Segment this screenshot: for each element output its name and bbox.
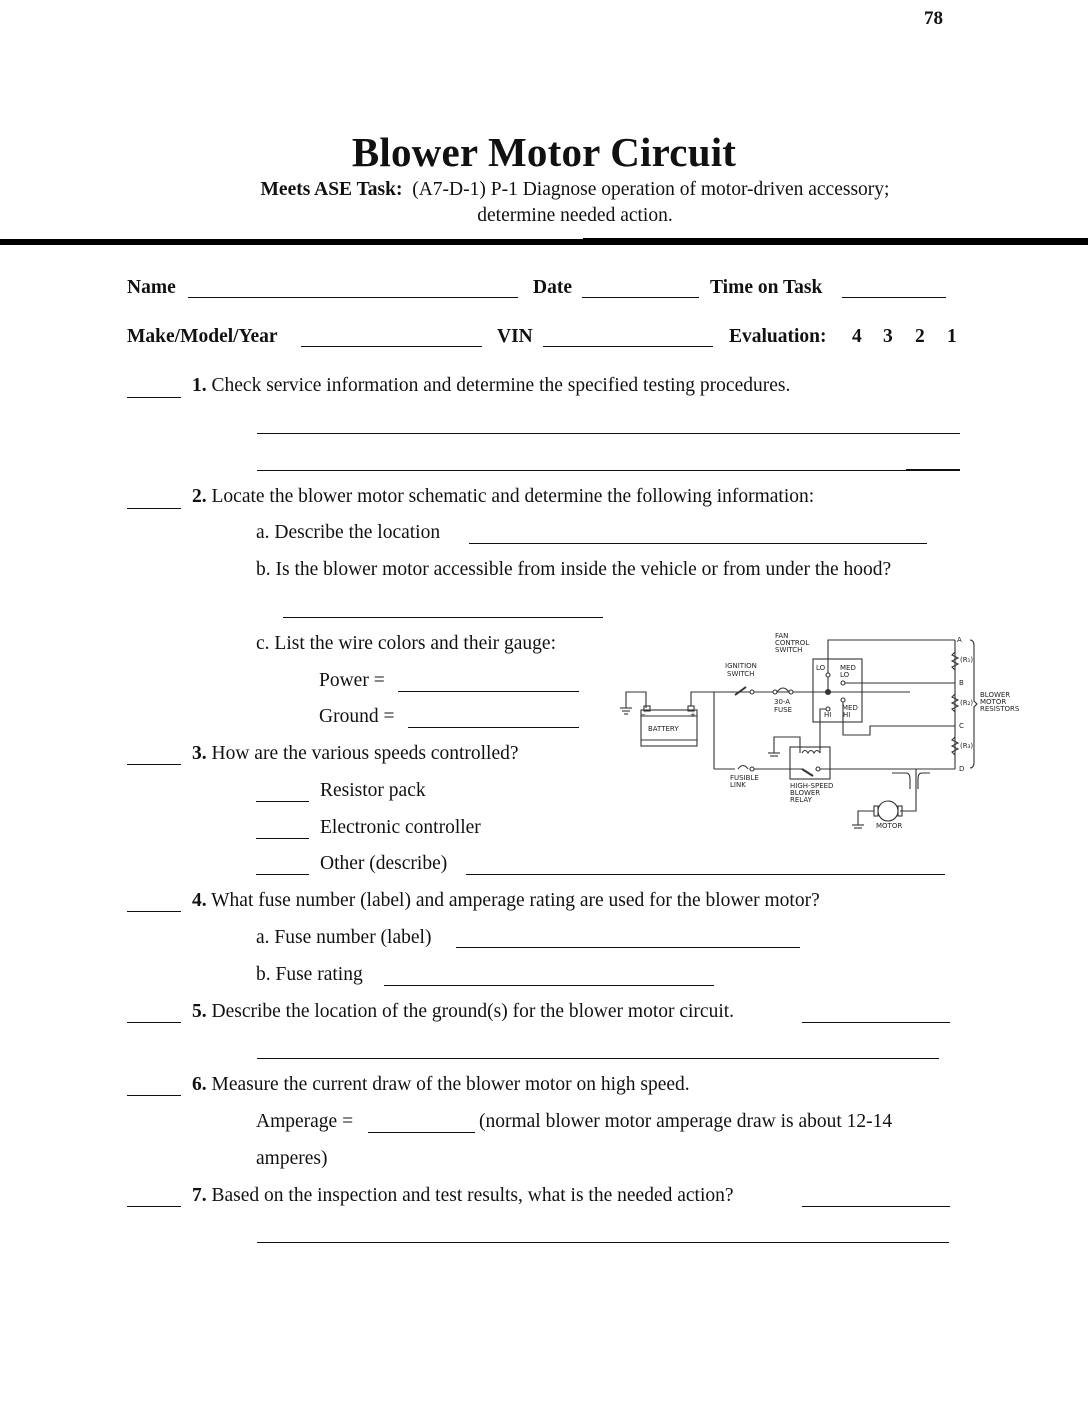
fuse-number-field[interactable] — [456, 947, 800, 948]
q4a — [256, 927, 431, 949]
q2a-text: Describe the location — [274, 522, 441, 543]
q2b — [256, 559, 891, 581]
svg-text:HI: HI — [824, 711, 832, 719]
q1-answer-line-1[interactable] — [257, 433, 960, 434]
question-6 — [192, 1074, 690, 1096]
svg-text:LO: LO — [840, 671, 850, 679]
svg-text:C: C — [959, 722, 964, 730]
svg-text:FUSIBLE: FUSIBLE — [730, 774, 759, 782]
question-7 — [192, 1185, 734, 1207]
q2c-label: c. — [256, 633, 270, 654]
option-electronic-controller: Electronic controller — [320, 817, 481, 838]
other-blank[interactable] — [256, 874, 309, 875]
svg-text:30-A: 30-A — [774, 698, 791, 706]
svg-text:BLOWER: BLOWER — [980, 691, 1011, 699]
q5-checkoff-blank[interactable] — [127, 1022, 181, 1023]
q4a-label: a. — [256, 927, 270, 948]
time-on-task-field[interactable] — [842, 297, 946, 298]
q2c — [256, 633, 556, 655]
q2-checkoff-blank[interactable] — [127, 508, 181, 509]
svg-text:A: A — [957, 636, 962, 644]
q7-text: Based on the inspection and test results, what is the needed action? — [211, 1185, 734, 1206]
q5-text: Describe the location of the ground(s) for the blower motor circuit. — [211, 1001, 735, 1022]
make-model-year-field[interactable] — [301, 346, 482, 347]
name-label: Name — [127, 277, 176, 298]
amperage-label: Amperage = — [256, 1111, 354, 1132]
svg-text:BLOWER: BLOWER — [790, 789, 821, 797]
q1-checkoff-blank[interactable] — [127, 397, 181, 398]
svg-text:B: B — [959, 679, 964, 687]
battery-label: BATTERY — [648, 725, 679, 733]
date-field[interactable] — [582, 297, 699, 298]
svg-text:−: − — [640, 711, 646, 719]
svg-text:RELAY: RELAY — [790, 796, 812, 804]
evaluation-label: Evaluation: — [729, 326, 827, 347]
q4a-text: Fuse number (label) — [274, 927, 432, 948]
page-number: 78 — [924, 8, 943, 29]
svg-text:HIGH-SPEED: HIGH-SPEED — [790, 782, 834, 790]
q1-text: Check service information and determine the specified testing procedures. — [211, 375, 791, 396]
svg-text:D: D — [959, 765, 965, 773]
q2c-text: List the wire colors and their gauge: — [274, 633, 556, 654]
option-resistor-pack: Resistor pack — [320, 780, 426, 801]
power-field[interactable] — [398, 691, 579, 692]
amperage-note-cont: amperes) — [256, 1148, 328, 1169]
header-divider-right — [583, 238, 1088, 245]
svg-text:MOTOR: MOTOR — [980, 698, 1007, 706]
q2b-text: Is the blower motor accessible from inside the vehicle or from under the hood? — [275, 559, 892, 580]
ground-field[interactable] — [408, 727, 579, 728]
option-other: Other (describe) — [320, 853, 448, 874]
q2-text: Locate the blower motor schematic and determine the following information: — [211, 486, 815, 507]
q5-answer-line-1[interactable] — [802, 1022, 950, 1023]
evaluation-option-1[interactable]: 1 — [947, 326, 957, 347]
ground-label: Ground = — [319, 706, 395, 727]
q6-text: Measure the current draw of the blower motor on high speed. — [211, 1074, 690, 1095]
svg-text:FUSE: FUSE — [774, 706, 793, 714]
date-label: Date — [533, 277, 572, 298]
q1-end-mark — [906, 469, 960, 471]
q4b-label: b. — [256, 964, 271, 985]
q2a — [256, 522, 440, 544]
make-model-year-label: Make/Model/Year — [127, 326, 278, 347]
q2a-label: a. — [256, 522, 270, 543]
svg-text:HI: HI — [843, 711, 851, 719]
ase-task-subtitle — [0, 177, 1088, 229]
time-on-task-label: Time on Task — [710, 277, 823, 298]
q2a-answer-line[interactable] — [469, 543, 927, 544]
q2b-label: b. — [256, 559, 271, 580]
evaluation-option-2[interactable]: 2 — [915, 326, 925, 347]
svg-text:(R₃): (R₃) — [960, 742, 974, 750]
q3-text: How are the various speeds controlled? — [211, 743, 519, 764]
q7-checkoff-blank[interactable] — [127, 1206, 181, 1207]
fuse-rating-field[interactable] — [384, 985, 714, 986]
power-label: Power = — [319, 670, 385, 691]
q4-checkoff-blank[interactable] — [127, 911, 181, 912]
svg-text:FAN: FAN — [775, 632, 789, 640]
svg-text:CONTROL: CONTROL — [775, 639, 810, 647]
q1-answer-line-2[interactable] — [257, 470, 960, 471]
svg-text:(R₁): (R₁) — [960, 656, 974, 664]
q6-checkoff-blank[interactable] — [127, 1095, 181, 1096]
svg-text:(R₂): (R₂) — [960, 699, 974, 707]
svg-text:SWITCH: SWITCH — [727, 670, 755, 678]
svg-text:IGNITION: IGNITION — [725, 662, 757, 670]
evaluation-option-4[interactable]: 4 — [852, 326, 862, 347]
svg-text:MOTOR: MOTOR — [876, 822, 903, 830]
svg-text:LINK: LINK — [730, 781, 746, 789]
q4b-text: Fuse rating — [275, 964, 363, 985]
q4-text: What fuse number (label) and amperage rating are used for the blower motor? — [211, 890, 820, 911]
q7-answer-line-1[interactable] — [802, 1206, 950, 1207]
svg-text:LO: LO — [816, 664, 826, 672]
question-1 — [192, 375, 790, 397]
question-2 — [192, 486, 814, 508]
amperage-field[interactable] — [368, 1132, 475, 1133]
q6-number: 6. — [192, 1074, 207, 1095]
task-label: Meets ASE Task: — [260, 179, 403, 200]
q5-number: 5. — [192, 1001, 207, 1022]
question-4 — [192, 890, 820, 912]
question-3 — [192, 743, 519, 765]
resistor-pack-blank[interactable] — [256, 801, 309, 802]
q7-answer-line-2[interactable] — [257, 1242, 949, 1243]
blower-motor-schematic — [610, 630, 1030, 840]
svg-text:SWITCH: SWITCH — [775, 646, 803, 654]
q3-number: 3. — [192, 743, 207, 764]
svg-text:+: + — [690, 711, 696, 719]
vin-label: VIN — [497, 326, 533, 347]
page-title: Blower Motor Circuit — [351, 129, 737, 175]
name-field[interactable] — [188, 297, 518, 298]
q3-checkoff-blank[interactable] — [127, 764, 181, 765]
q1-number: 1. — [192, 375, 207, 396]
amperage-note: (normal blower motor amperage draw is about 12-14 — [479, 1111, 893, 1132]
svg-text:RESISTORS: RESISTORS — [980, 705, 1020, 713]
task-text-line1: (A7-D-1) P-1 Diagnose operation of motor-driven accessory; — [412, 179, 890, 200]
electronic-controller-blank[interactable] — [256, 838, 309, 839]
svg-text:MED: MED — [840, 664, 856, 672]
q2b-answer-line[interactable] — [283, 617, 603, 618]
evaluation-option-3[interactable]: 3 — [883, 326, 893, 347]
q4b — [256, 964, 363, 986]
task-text-line2: determine needed action. — [477, 205, 673, 226]
other-describe-line[interactable] — [466, 874, 945, 875]
q4-number: 4. — [192, 890, 207, 911]
q2-number: 2. — [192, 486, 207, 507]
svg-text:MED: MED — [842, 704, 858, 712]
vin-field[interactable] — [543, 346, 713, 347]
q5-answer-line-2[interactable] — [257, 1058, 939, 1059]
question-5 — [192, 1001, 734, 1023]
q7-number: 7. — [192, 1185, 207, 1206]
